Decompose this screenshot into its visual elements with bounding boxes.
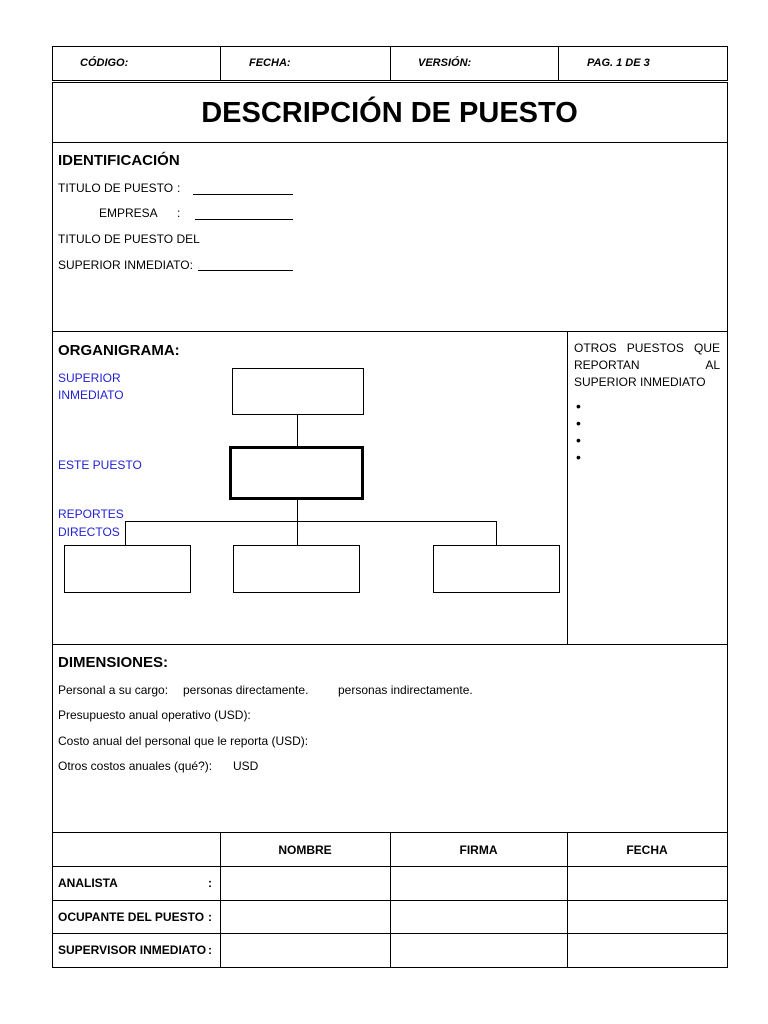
reportes-directos-label-1: REPORTES bbox=[58, 507, 124, 521]
empresa-field[interactable] bbox=[195, 219, 293, 220]
org-box-superior bbox=[232, 368, 364, 415]
ocupante-nombre-cell[interactable] bbox=[221, 901, 389, 932]
titulo-puesto-colon: : bbox=[177, 181, 181, 195]
supervisor-fecha-cell[interactable] bbox=[568, 934, 726, 967]
titulo-superior-label-2: SUPERIOR INMEDIATO: bbox=[58, 258, 193, 272]
list-item-bullet: • bbox=[576, 432, 581, 448]
empresa-label: EMPRESA bbox=[99, 206, 158, 220]
titulo-superior-field[interactable] bbox=[198, 270, 293, 271]
row-label-analista: ANALISTA bbox=[58, 876, 118, 890]
org-connector-horizontal bbox=[125, 521, 497, 522]
page-number: PAG. 1 DE 3 bbox=[587, 57, 650, 69]
org-connector bbox=[297, 500, 298, 522]
codigo-label: CÓDIGO: bbox=[80, 57, 129, 69]
header-divider bbox=[390, 46, 391, 81]
list-item-bullet: • bbox=[576, 415, 581, 431]
org-connector bbox=[297, 521, 298, 545]
org-connector bbox=[125, 521, 126, 545]
column-header-nombre: NOMBRE bbox=[278, 843, 332, 857]
analista-firma-cell[interactable] bbox=[391, 867, 566, 899]
org-connector bbox=[496, 521, 497, 545]
superior-inmediato-label-1: SUPERIOR bbox=[58, 371, 121, 385]
section-divider bbox=[52, 644, 728, 645]
titulo-superior-label-1: TITULO DE PUESTO DEL bbox=[58, 232, 200, 246]
row-label-ocupante: OCUPANTE DEL PUESTO bbox=[58, 910, 205, 924]
row-colon: : bbox=[208, 876, 212, 890]
header-divider bbox=[220, 46, 221, 81]
analista-nombre-cell[interactable] bbox=[221, 867, 389, 899]
title-divider bbox=[52, 142, 728, 143]
organigrama-heading: ORGANIGRAMA: bbox=[58, 342, 180, 359]
org-box-reporte-1 bbox=[64, 545, 191, 593]
titulo-puesto-label: TITULO DE PUESTO bbox=[58, 181, 174, 195]
section-divider bbox=[52, 331, 728, 332]
column-header-fecha: FECHA bbox=[626, 843, 668, 857]
header-divider bbox=[558, 46, 559, 81]
superior-inmediato-label-2: INMEDIATO bbox=[58, 388, 124, 402]
personas-indirectas-text: personas indirectamente. bbox=[338, 683, 473, 697]
otros-puestos-list bbox=[576, 398, 581, 466]
titulo-puesto-field[interactable] bbox=[193, 194, 293, 195]
page-title: DESCRIPCIÓN DE PUESTO bbox=[201, 97, 578, 129]
presupuesto-label: Presupuesto anual operativo (USD): bbox=[58, 708, 251, 722]
list-item-bullet: • bbox=[576, 449, 581, 465]
org-connector bbox=[297, 415, 298, 446]
ocupante-fecha-cell[interactable] bbox=[568, 901, 726, 932]
fecha-label: FECHA: bbox=[249, 57, 291, 69]
org-box-reporte-3 bbox=[433, 545, 560, 593]
version-label: VERSIÓN: bbox=[418, 57, 472, 69]
usd-label: USD bbox=[233, 759, 259, 773]
otros-costos-label: Otros costos anuales (qué?): bbox=[58, 759, 213, 773]
supervisor-firma-cell[interactable] bbox=[391, 934, 566, 967]
list-item-bullet: • bbox=[576, 398, 581, 414]
costo-personal-label: Costo anual del personal que le reporta (USD): bbox=[58, 734, 309, 748]
este-puesto-label: ESTE PUESTO bbox=[58, 458, 142, 472]
personas-directas-text: personas directamente. bbox=[183, 683, 309, 697]
row-label-supervisor: SUPERVISOR INMEDIATO bbox=[58, 943, 207, 957]
column-header-firma: FIRMA bbox=[459, 843, 498, 857]
dimensiones-heading: DIMENSIONES: bbox=[58, 654, 169, 671]
analista-fecha-cell[interactable] bbox=[568, 867, 726, 899]
identificacion-heading: IDENTIFICACIÓN bbox=[58, 152, 180, 169]
ocupante-firma-cell[interactable] bbox=[391, 901, 566, 932]
org-box-este-puesto bbox=[229, 446, 364, 500]
org-box-reporte-2 bbox=[233, 545, 360, 593]
organigrama-side-divider bbox=[567, 331, 568, 644]
personal-cargo-label: Personal a su cargo: bbox=[58, 683, 169, 697]
supervisor-nombre-cell[interactable] bbox=[221, 934, 389, 967]
reportes-directos-label-2: DIRECTOS bbox=[58, 525, 120, 539]
row-colon: : bbox=[208, 910, 212, 924]
row-colon: : bbox=[208, 943, 212, 957]
otros-puestos-text: OTROS PUESTOS QUE REPORTAN AL SUPERIOR INMEDIATO bbox=[574, 341, 720, 389]
empresa-colon: : bbox=[177, 206, 181, 220]
